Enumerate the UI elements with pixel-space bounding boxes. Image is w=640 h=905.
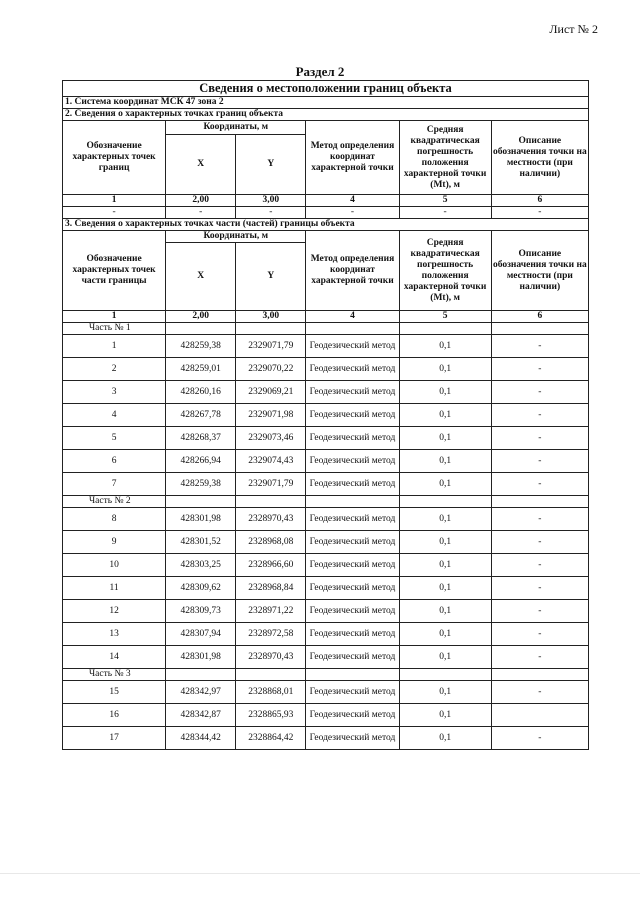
description-cell (491, 704, 588, 727)
x-coordinate: 428267,78 (166, 404, 236, 427)
y-coordinate: 2329071,79 (236, 335, 306, 358)
empty-cell (166, 323, 236, 335)
col-number: 5 (399, 195, 491, 207)
y-coordinate: 2329071,79 (236, 473, 306, 496)
x-coordinate: 428309,73 (166, 600, 236, 623)
y-coordinate: 2329069,21 (236, 381, 306, 404)
header-description: Описание обозначения точки на местности (при наличии) (491, 121, 588, 195)
description-cell: - (491, 681, 588, 704)
empty-cell (236, 669, 306, 681)
x-coordinate: 428301,98 (166, 508, 236, 531)
table-row (63, 450, 589, 473)
empty-cell (399, 669, 491, 681)
description-cell: - (491, 473, 588, 496)
description-cell: - (491, 508, 588, 531)
col-number: 6 (491, 195, 588, 207)
method-cell: Геодезический метод (306, 473, 399, 496)
y-coordinate: 2328968,08 (236, 531, 306, 554)
empty-cell (236, 323, 306, 335)
description-cell: - (491, 646, 588, 669)
point-number: 1 (63, 335, 166, 358)
y-coordinate: 2328971,22 (236, 600, 306, 623)
x-coordinate: 428259,01 (166, 358, 236, 381)
empty-cell-dash: - (306, 207, 399, 219)
x-coordinate: 428301,52 (166, 531, 236, 554)
col-number: 4 (306, 311, 399, 323)
col-number: 3,00 (236, 311, 306, 323)
method-cell: Геодезический метод (306, 623, 399, 646)
empty-cell-dash: - (399, 207, 491, 219)
method-cell: Геодезический метод (306, 704, 399, 727)
description-cell: - (491, 531, 588, 554)
x-coordinate: 428344,42 (166, 727, 236, 750)
empty-cell-dash: - (63, 207, 166, 219)
point-number: 6 (63, 450, 166, 473)
description-cell: - (491, 358, 588, 381)
accuracy-cell: 0,1 (399, 473, 491, 496)
part-label: Часть № 3 (63, 669, 166, 681)
point-number: 7 (63, 473, 166, 496)
method-cell: Геодезический метод (306, 404, 399, 427)
point-number: 9 (63, 531, 166, 554)
table-row (63, 727, 589, 750)
section-title: Раздел 2 (295, 64, 345, 79)
header-point-designation: Обозначение характерных точек границ (63, 121, 166, 195)
method-cell: Геодезический метод (306, 681, 399, 704)
table-row (63, 577, 589, 600)
table-row (63, 508, 589, 531)
point-number: 13 (63, 623, 166, 646)
header-accuracy: Средняя квадратическая погрешность положения характерной точки (Mt), м (399, 231, 491, 311)
empty-cell (399, 323, 491, 335)
part-label: Часть № 1 (63, 323, 166, 335)
empty-cell (166, 669, 236, 681)
method-cell: Геодезический метод (306, 577, 399, 600)
col-number: 2,00 (166, 195, 236, 207)
accuracy-cell: 0,1 (399, 727, 491, 750)
y-coordinate: 2328865,93 (236, 704, 306, 727)
header-method: Метод определения координат характерной точки (306, 121, 399, 195)
table-row (63, 554, 589, 577)
col-number: 3,00 (236, 195, 306, 207)
col-number: 1 (63, 311, 166, 323)
table-row (63, 600, 589, 623)
col-number: 4 (306, 195, 399, 207)
part-label: Часть № 2 (63, 496, 166, 508)
subsection-boundary-points: 2. Сведения о характерных точках границ объекта (63, 109, 589, 121)
y-coordinate: 2328970,43 (236, 508, 306, 531)
accuracy-cell: 0,1 (399, 600, 491, 623)
point-number: 14 (63, 646, 166, 669)
description-cell: - (491, 727, 588, 750)
coordinate-system: 1. Система координат МСК 47 зона 2 (63, 97, 589, 109)
table-row (63, 623, 589, 646)
x-coordinate: 428268,37 (166, 427, 236, 450)
method-cell: Геодезический метод (306, 427, 399, 450)
method-cell: Геодезический метод (306, 727, 399, 750)
header-x: X (166, 135, 236, 195)
point-number: 5 (63, 427, 166, 450)
accuracy-cell: 0,1 (399, 335, 491, 358)
point-number: 17 (63, 727, 166, 750)
empty-cell-dash: - (491, 207, 588, 219)
x-coordinate: 428342,97 (166, 681, 236, 704)
accuracy-cell: 0,1 (399, 381, 491, 404)
x-coordinate: 428309,62 (166, 577, 236, 600)
method-cell: Геодезический метод (306, 335, 399, 358)
col-number: 2,00 (166, 311, 236, 323)
accuracy-cell: 0,1 (399, 577, 491, 600)
description-cell: - (491, 381, 588, 404)
x-coordinate: 428303,25 (166, 554, 236, 577)
accuracy-cell: 0,1 (399, 646, 491, 669)
x-coordinate: 428301,98 (166, 646, 236, 669)
empty-cell (306, 496, 399, 508)
accuracy-cell: 0,1 (399, 508, 491, 531)
table-row (63, 358, 589, 381)
empty-cell (236, 496, 306, 508)
x-coordinate: 428342,87 (166, 704, 236, 727)
y-coordinate: 2329073,46 (236, 427, 306, 450)
y-coordinate: 2329074,43 (236, 450, 306, 473)
table-row (63, 427, 589, 450)
table-row (63, 681, 589, 704)
header-coordinates: Координаты, м (166, 231, 306, 243)
col-number: 1 (63, 195, 166, 207)
y-coordinate: 2328868,01 (236, 681, 306, 704)
col-number: 5 (399, 311, 491, 323)
y-coordinate: 2329070,22 (236, 358, 306, 381)
part-header-row (63, 323, 589, 335)
header-x: X (166, 243, 236, 311)
point-number: 2 (63, 358, 166, 381)
empty-cell (491, 323, 588, 335)
method-cell: Геодезический метод (306, 508, 399, 531)
description-cell: - (491, 623, 588, 646)
table-row (63, 404, 589, 427)
method-cell: Геодезический метод (306, 381, 399, 404)
method-cell: Геодезический метод (306, 450, 399, 473)
accuracy-cell: 0,1 (399, 404, 491, 427)
description-cell: - (491, 404, 588, 427)
point-number: 10 (63, 554, 166, 577)
header-coordinates: Координаты, м (166, 121, 306, 135)
method-cell: Геодезический метод (306, 600, 399, 623)
method-cell: Геодезический метод (306, 646, 399, 669)
method-cell: Геодезический метод (306, 358, 399, 381)
y-coordinate: 2328968,84 (236, 577, 306, 600)
description-cell: - (491, 450, 588, 473)
x-coordinate: 428259,38 (166, 335, 236, 358)
header-y: Y (236, 135, 306, 195)
table-row (63, 646, 589, 669)
header-method: Метод определения координат характерной точки (306, 231, 399, 311)
x-coordinate: 428307,94 (166, 623, 236, 646)
part-header-row (63, 496, 589, 508)
description-cell: - (491, 554, 588, 577)
empty-cell (491, 496, 588, 508)
point-number: 8 (63, 508, 166, 531)
y-coordinate: 2329071,98 (236, 404, 306, 427)
description-cell: - (491, 427, 588, 450)
y-coordinate: 2328970,43 (236, 646, 306, 669)
accuracy-cell: 0,1 (399, 531, 491, 554)
empty-cell-dash: - (236, 207, 306, 219)
x-coordinate: 428259,38 (166, 473, 236, 496)
point-number: 12 (63, 600, 166, 623)
accuracy-cell: 0,1 (399, 704, 491, 727)
point-number: 15 (63, 681, 166, 704)
table-row (63, 531, 589, 554)
accuracy-cell: 0,1 (399, 623, 491, 646)
point-number: 4 (63, 404, 166, 427)
x-coordinate: 428266,94 (166, 450, 236, 473)
point-number: 16 (63, 704, 166, 727)
header-part-point-designation: Обозначение характерных точек части границы (63, 231, 166, 311)
table-row (63, 473, 589, 496)
method-cell: Геодезический метод (306, 531, 399, 554)
subsection-part-points: 3. Сведения о характерных точках части (частей) границы объекта (63, 219, 589, 231)
boundary-table (62, 80, 589, 750)
method-cell: Геодезический метод (306, 554, 399, 577)
empty-cell (306, 323, 399, 335)
y-coordinate: 2328864,42 (236, 727, 306, 750)
empty-cell (306, 669, 399, 681)
accuracy-cell: 0,1 (399, 554, 491, 577)
scan-edge (0, 873, 640, 874)
x-coordinate: 428260,16 (166, 381, 236, 404)
table-title: Сведения о местоположении границ объекта (63, 81, 589, 97)
table-row (63, 704, 589, 727)
table-row (63, 335, 589, 358)
point-number: 11 (63, 577, 166, 600)
description-cell: - (491, 577, 588, 600)
point-number: 3 (63, 381, 166, 404)
header-accuracy: Средняя квадратическая погрешность положения характерной точки (Mt), м (399, 121, 491, 195)
accuracy-cell: 0,1 (399, 681, 491, 704)
empty-cell-dash: - (166, 207, 236, 219)
table-row (63, 381, 589, 404)
description-cell: - (491, 600, 588, 623)
accuracy-cell: 0,1 (399, 450, 491, 473)
accuracy-cell: 0,1 (399, 358, 491, 381)
y-coordinate: 2328972,58 (236, 623, 306, 646)
description-cell: - (491, 335, 588, 358)
accuracy-cell: 0,1 (399, 427, 491, 450)
empty-cell (491, 669, 588, 681)
y-coordinate: 2328966,60 (236, 554, 306, 577)
empty-cell (166, 496, 236, 508)
sheet-number: Лист № 2 (549, 22, 598, 36)
empty-cell (399, 496, 491, 508)
col-number: 6 (491, 311, 588, 323)
header-description: Описание обозначения точки на местности (при наличии) (491, 231, 588, 311)
header-y: Y (236, 243, 306, 311)
part-header-row (63, 669, 589, 681)
